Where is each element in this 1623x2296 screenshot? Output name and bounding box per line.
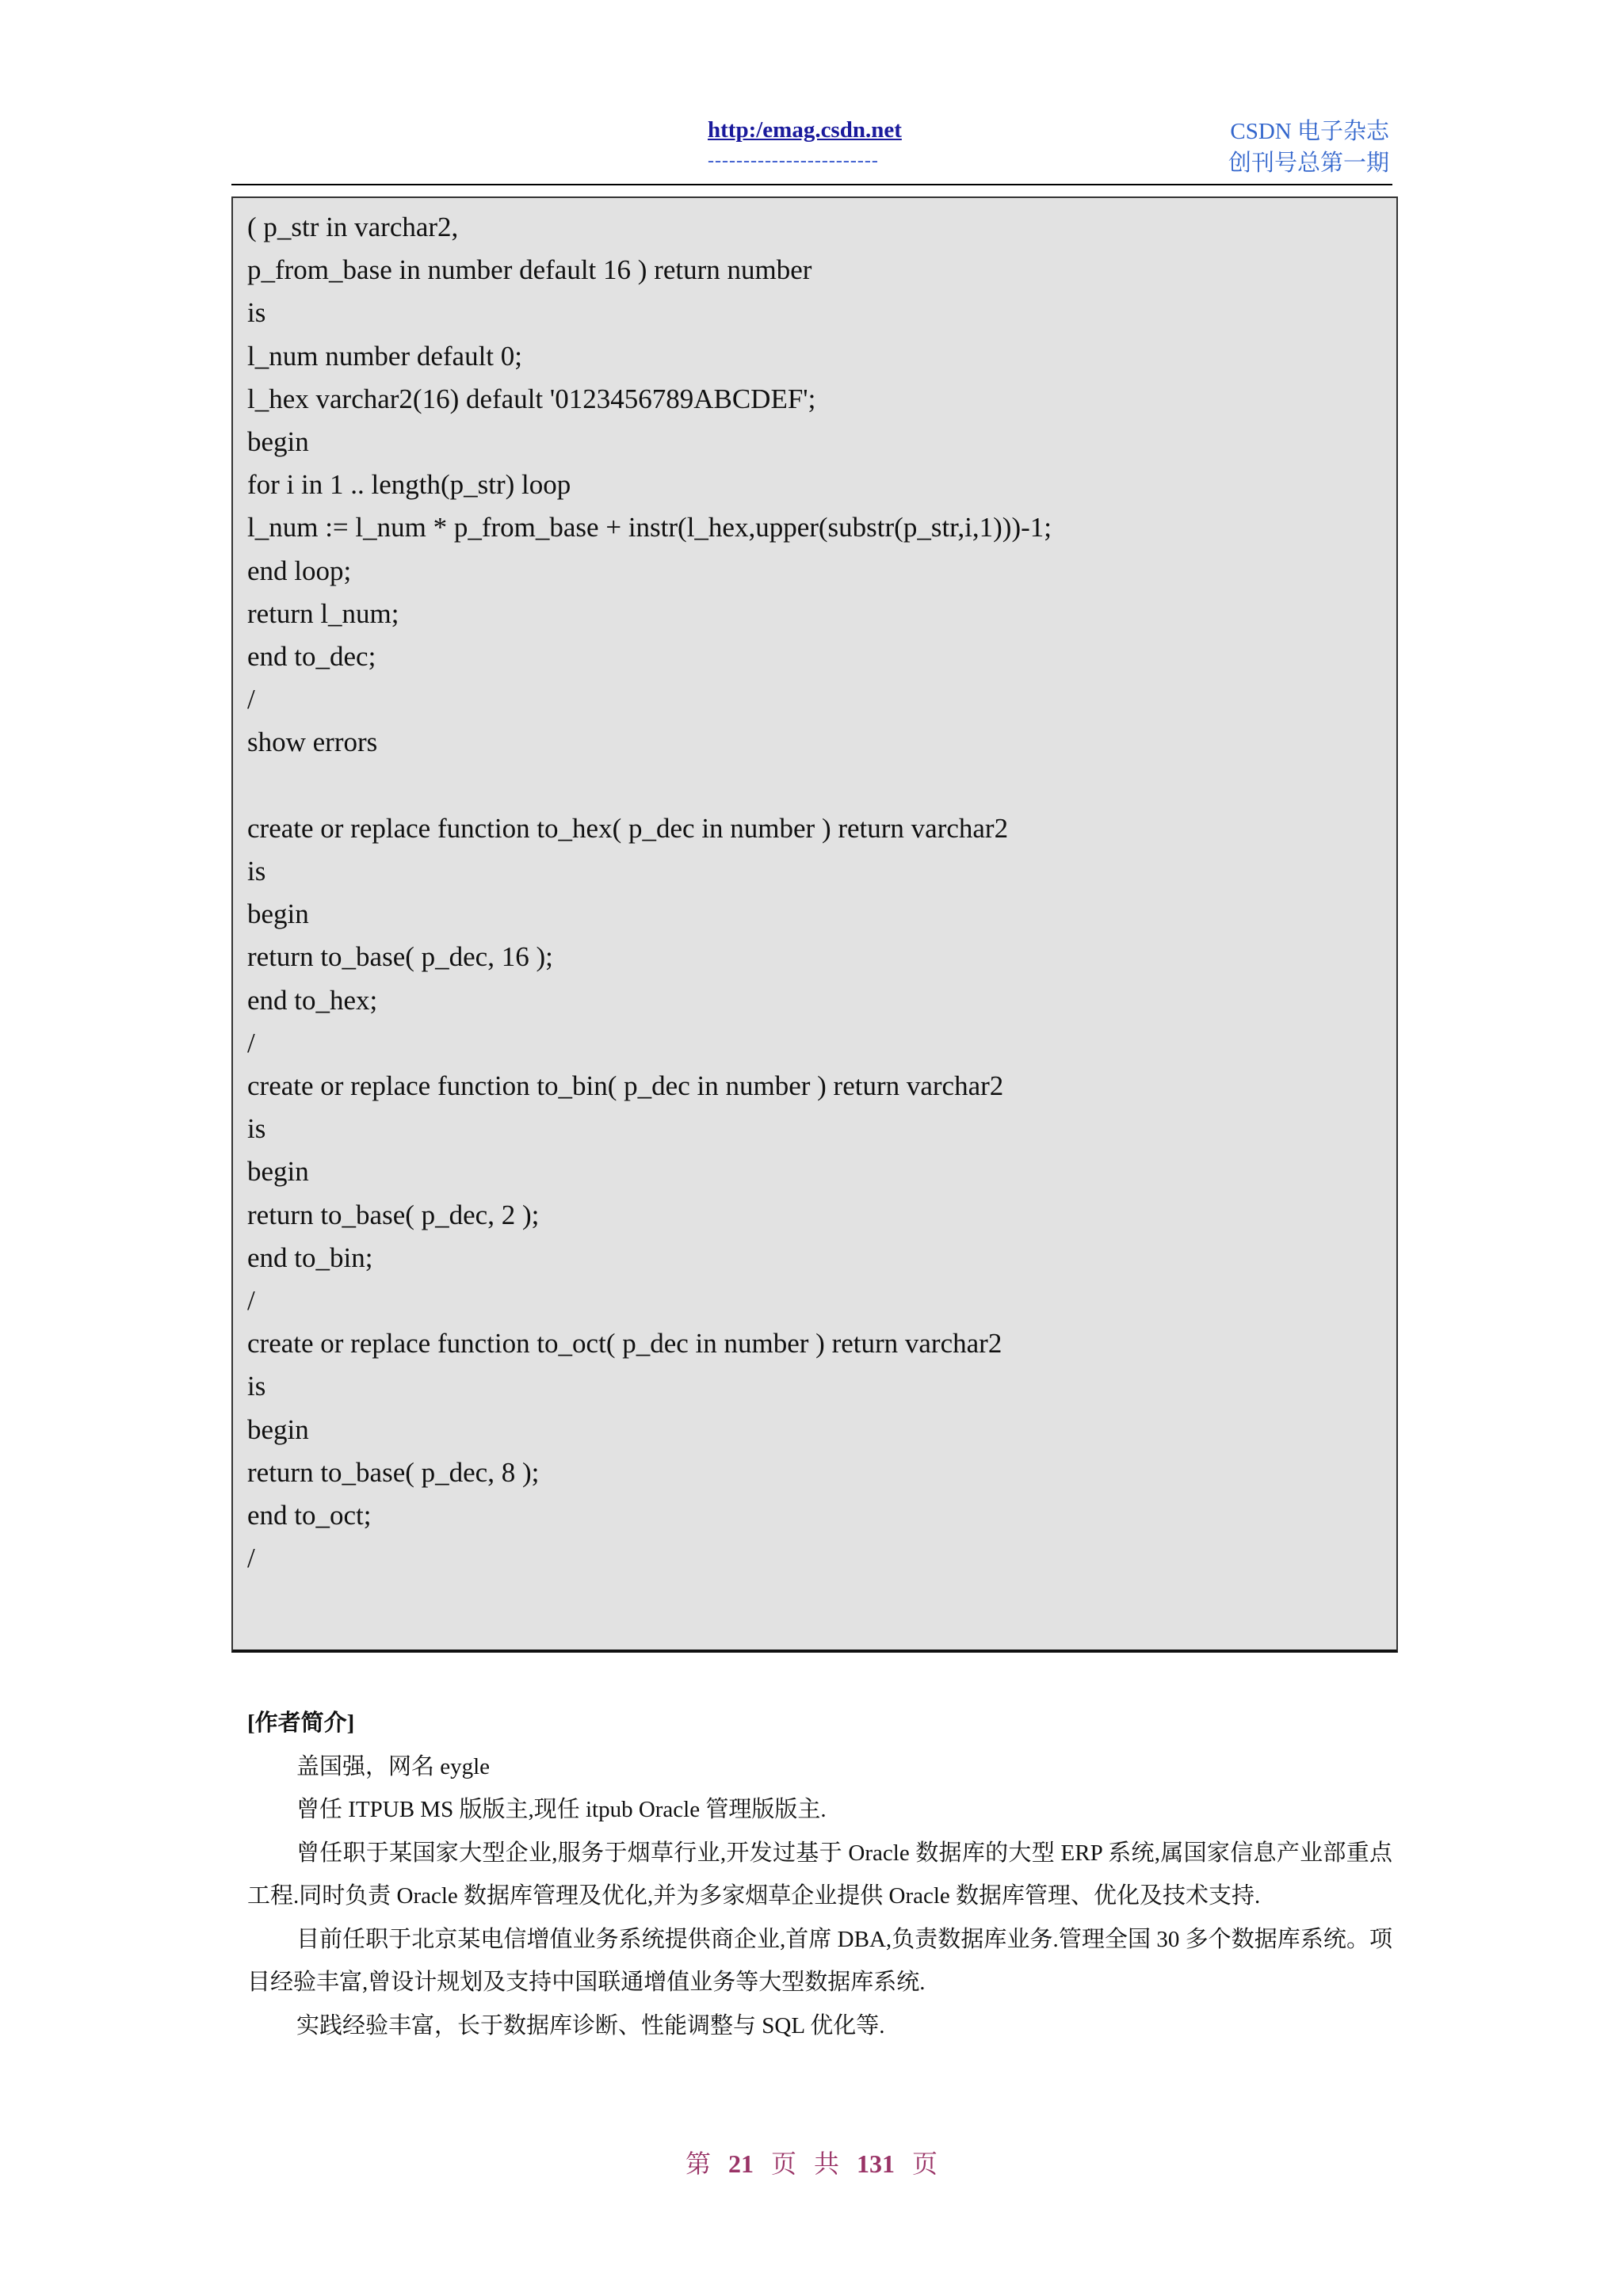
code-line: create or replace function to_bin( p_dec in number ) return varchar2 — [247, 1070, 1004, 1102]
code-line: begin — [247, 898, 309, 930]
code-line: return l_num; — [247, 597, 399, 629]
code-line: / — [247, 684, 255, 715]
code-line: begin — [247, 1156, 309, 1188]
code-line: begin — [247, 426, 309, 458]
bio-paragraph: 目前任职于北京某电信增值业务系统提供商企业,首席 DBA,负责数据库业务.管理全国 30 多个数据库系统。项目经验丰富,曾设计规划及支持中国联通增值业务等大型数据库系统. — [247, 1926, 1392, 1995]
magazine-name: CSDN 电子杂志 — [1230, 119, 1389, 144]
code-line: end to_oct; — [247, 1500, 372, 1531]
code-line: return to_base( p_dec, 2 ); — [247, 1199, 540, 1230]
code-line: return to_base( p_dec, 16 ); — [247, 941, 553, 973]
code-line: is — [247, 1371, 266, 1402]
code-line: l_hex varchar2(16) default '0123456789ABCDEF'; — [247, 383, 816, 414]
bio-heading: [作者简介] — [247, 1711, 355, 1736]
bio-paragraph: 实践经验丰富，长于数据库诊断、性能调整与 SQL 优化等. — [296, 2012, 885, 2039]
code-line: end loop; — [247, 555, 352, 586]
code-line: / — [247, 1543, 255, 1574]
code-line: l_num := l_num * p_from_base + instr(l_hex,upper(substr(p_str,i,1)))-1; — [247, 512, 1052, 543]
code-line: create or replace function to_oct( p_dec in number ) return varchar2 — [247, 1328, 1002, 1360]
code-line: return to_base( p_dec, 8 ); — [247, 1456, 540, 1488]
code-line: is — [247, 856, 266, 887]
code-line: end to_hex; — [247, 984, 378, 1016]
code-line: ( p_str in varchar2, — [247, 212, 459, 242]
code-line: l_num number default 0; — [247, 340, 523, 372]
issue-label: 创刊号总第一期 — [1228, 151, 1389, 176]
bio-paragraph: 曾任 ITPUB MS 版版主,现任 itpub Oracle 管理版版主. — [296, 1797, 827, 1822]
footer-middle: 页 共 — [770, 2149, 839, 2178]
code-line: / — [247, 1027, 255, 1058]
code-line: begin — [247, 1413, 309, 1445]
author-bio — [247, 1702, 1392, 2047]
code-line: end to_dec; — [247, 641, 376, 673]
bio-paragraph: 曾任职于某国家大型企业,服务于烟草行业,开发过基于 Oracle 数据库的大型 ERP 系统,属国家信息产业部重点工程.同时负责 Oracle 数据库管理及优化,并为多家烟草企业提供 Oracle 数据库管理、优化及技术支持. — [247, 1840, 1392, 1909]
code-line: is — [247, 297, 266, 329]
bio-paragraph: 盖国强，网名 eygle — [296, 1753, 491, 1779]
code-line: p_from_base in number default 16 ) return number — [247, 254, 812, 286]
code-line: create or replace function to_hex( p_dec in number ) return varchar2 — [247, 812, 1009, 844]
header-link[interactable]: http:/emag.csdn.net — [708, 117, 902, 143]
code-line: is — [247, 1113, 266, 1145]
page-footer — [0, 2144, 1623, 2180]
code-line: show errors — [247, 727, 378, 758]
footer-suffix: 页 — [912, 2149, 938, 2178]
page-number: 21 — [727, 2149, 754, 2178]
header-rule — [231, 184, 1392, 185]
code-line: end to_bin; — [247, 1241, 373, 1273]
total-pages: 131 — [857, 2149, 895, 2178]
code-line: / — [247, 1285, 255, 1317]
footer-prefix: 第 — [685, 2149, 711, 2178]
header-dashes: ------------------------ — [708, 151, 879, 171]
code-line: for i in 1 .. length(p_str) loop — [247, 469, 571, 501]
header-magazine-info — [1228, 116, 1389, 179]
code-block — [231, 196, 1398, 1653]
code-listing — [247, 206, 1052, 1581]
